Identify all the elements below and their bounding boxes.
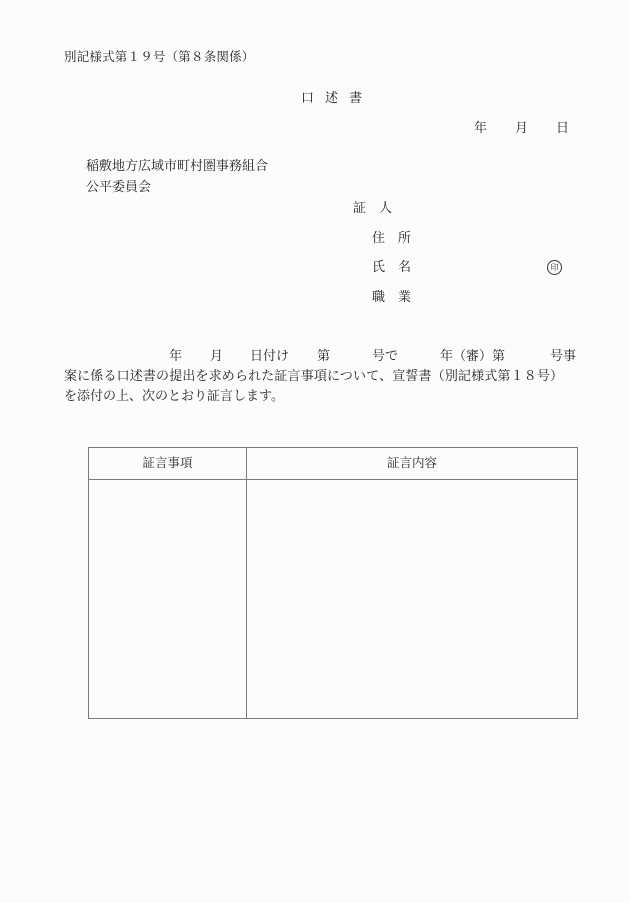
testimony-content-cell[interactable] bbox=[247, 480, 578, 719]
addressee-organization: 稲敷地方広域市町村圏事務組合 bbox=[86, 159, 269, 174]
witness-label: 証 人 bbox=[353, 201, 393, 216]
witness-occupation-label: 職 業 bbox=[372, 290, 412, 305]
testimony-matter-cell[interactable] bbox=[89, 480, 247, 719]
table-row bbox=[89, 480, 578, 719]
witness-name-label: 氏 名 bbox=[372, 260, 412, 275]
title-char-2: 述 bbox=[325, 91, 339, 106]
date-month-label: 月 bbox=[515, 121, 529, 136]
document-title bbox=[301, 92, 373, 105]
header-testimony-matter: 証言事項 bbox=[89, 448, 247, 480]
form-number: 別記様式第１９号（第８条関係） bbox=[64, 49, 255, 64]
header-testimony-content: 証言内容 bbox=[247, 448, 578, 480]
testimony-table bbox=[88, 447, 578, 719]
body-number-prefix: 第 bbox=[317, 349, 331, 364]
title-char-1: 口 bbox=[301, 91, 315, 106]
date-year-label: 年 bbox=[474, 121, 488, 136]
body-line-2: 案に係る口述書の提出を求められた証言事項について、宣誓書（別記様式第１８号） bbox=[64, 369, 564, 384]
witness-address-label: 住 所 bbox=[372, 231, 412, 246]
title-char-3: 書 bbox=[349, 91, 363, 106]
table-header-row bbox=[89, 448, 578, 480]
body-case-number: 号事 bbox=[550, 349, 577, 364]
addressee-committee: 公平委員会 bbox=[86, 180, 152, 195]
body-case-year: 年（審）第 bbox=[440, 349, 506, 364]
body-number-suffix: 号で bbox=[372, 349, 399, 364]
body-year: 年 bbox=[169, 349, 183, 364]
body-month: 月 bbox=[210, 349, 224, 364]
date-day-label: 日 bbox=[556, 121, 570, 136]
body-day-dated: 日付け bbox=[250, 349, 290, 364]
body-line-3: を添付の上、次のとおり証言します。 bbox=[64, 389, 284, 404]
seal-icon: 印 bbox=[547, 260, 562, 275]
